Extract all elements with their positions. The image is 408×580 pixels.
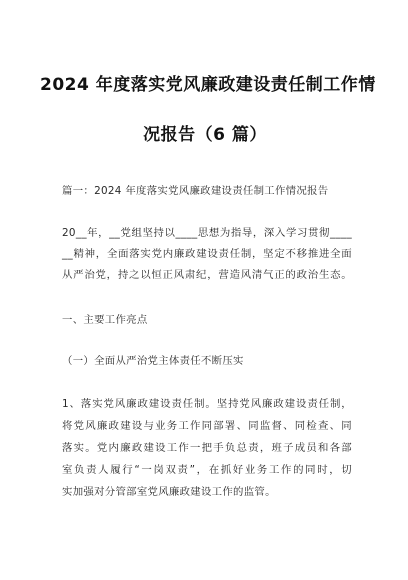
item1-line-1: 1、落实党风廉政建设责任制。坚持党风廉政建设责任制， bbox=[62, 398, 352, 410]
item1-line-2: 将党风廉政建设与业务工作同部署、同监督、同检查、同 bbox=[62, 420, 352, 432]
item1-line-5: 实加强对分管部室党风廉政建设工作的监管。 bbox=[62, 486, 276, 498]
intro-line-1: 20__年，__党组坚持以____思想为指导，深入学习贯彻____ bbox=[62, 227, 352, 239]
subsection-heading: （一）全面从严治党主体责任不断压实 bbox=[62, 355, 244, 367]
article-heading: 篇一：2024 年度落实党风廉政建设责任制工作情况报告 bbox=[62, 185, 329, 197]
section-heading: 一、主要工作亮点 bbox=[62, 314, 148, 326]
item1-line-3: 落实。党内廉政建设工作一把手负总责，班子成员和各部 bbox=[62, 442, 352, 454]
intro-line-3: 从严治党，持之以恒正风肃纪，营造风清气正的政治生态。 bbox=[62, 269, 352, 281]
item1-line-4: 室负责人履行“一岗双责”，在抓好业务工作的同时，切 bbox=[62, 464, 352, 476]
document-title-line-1: 2024 年度落实党风廉政建设责任制工作情 bbox=[40, 75, 376, 95]
document-title-line-2: 况报告（6 篇） bbox=[143, 125, 267, 145]
intro-line-2: __精神，全面落实党内廉政建设责任制，坚定不移推进全面 bbox=[62, 248, 352, 260]
